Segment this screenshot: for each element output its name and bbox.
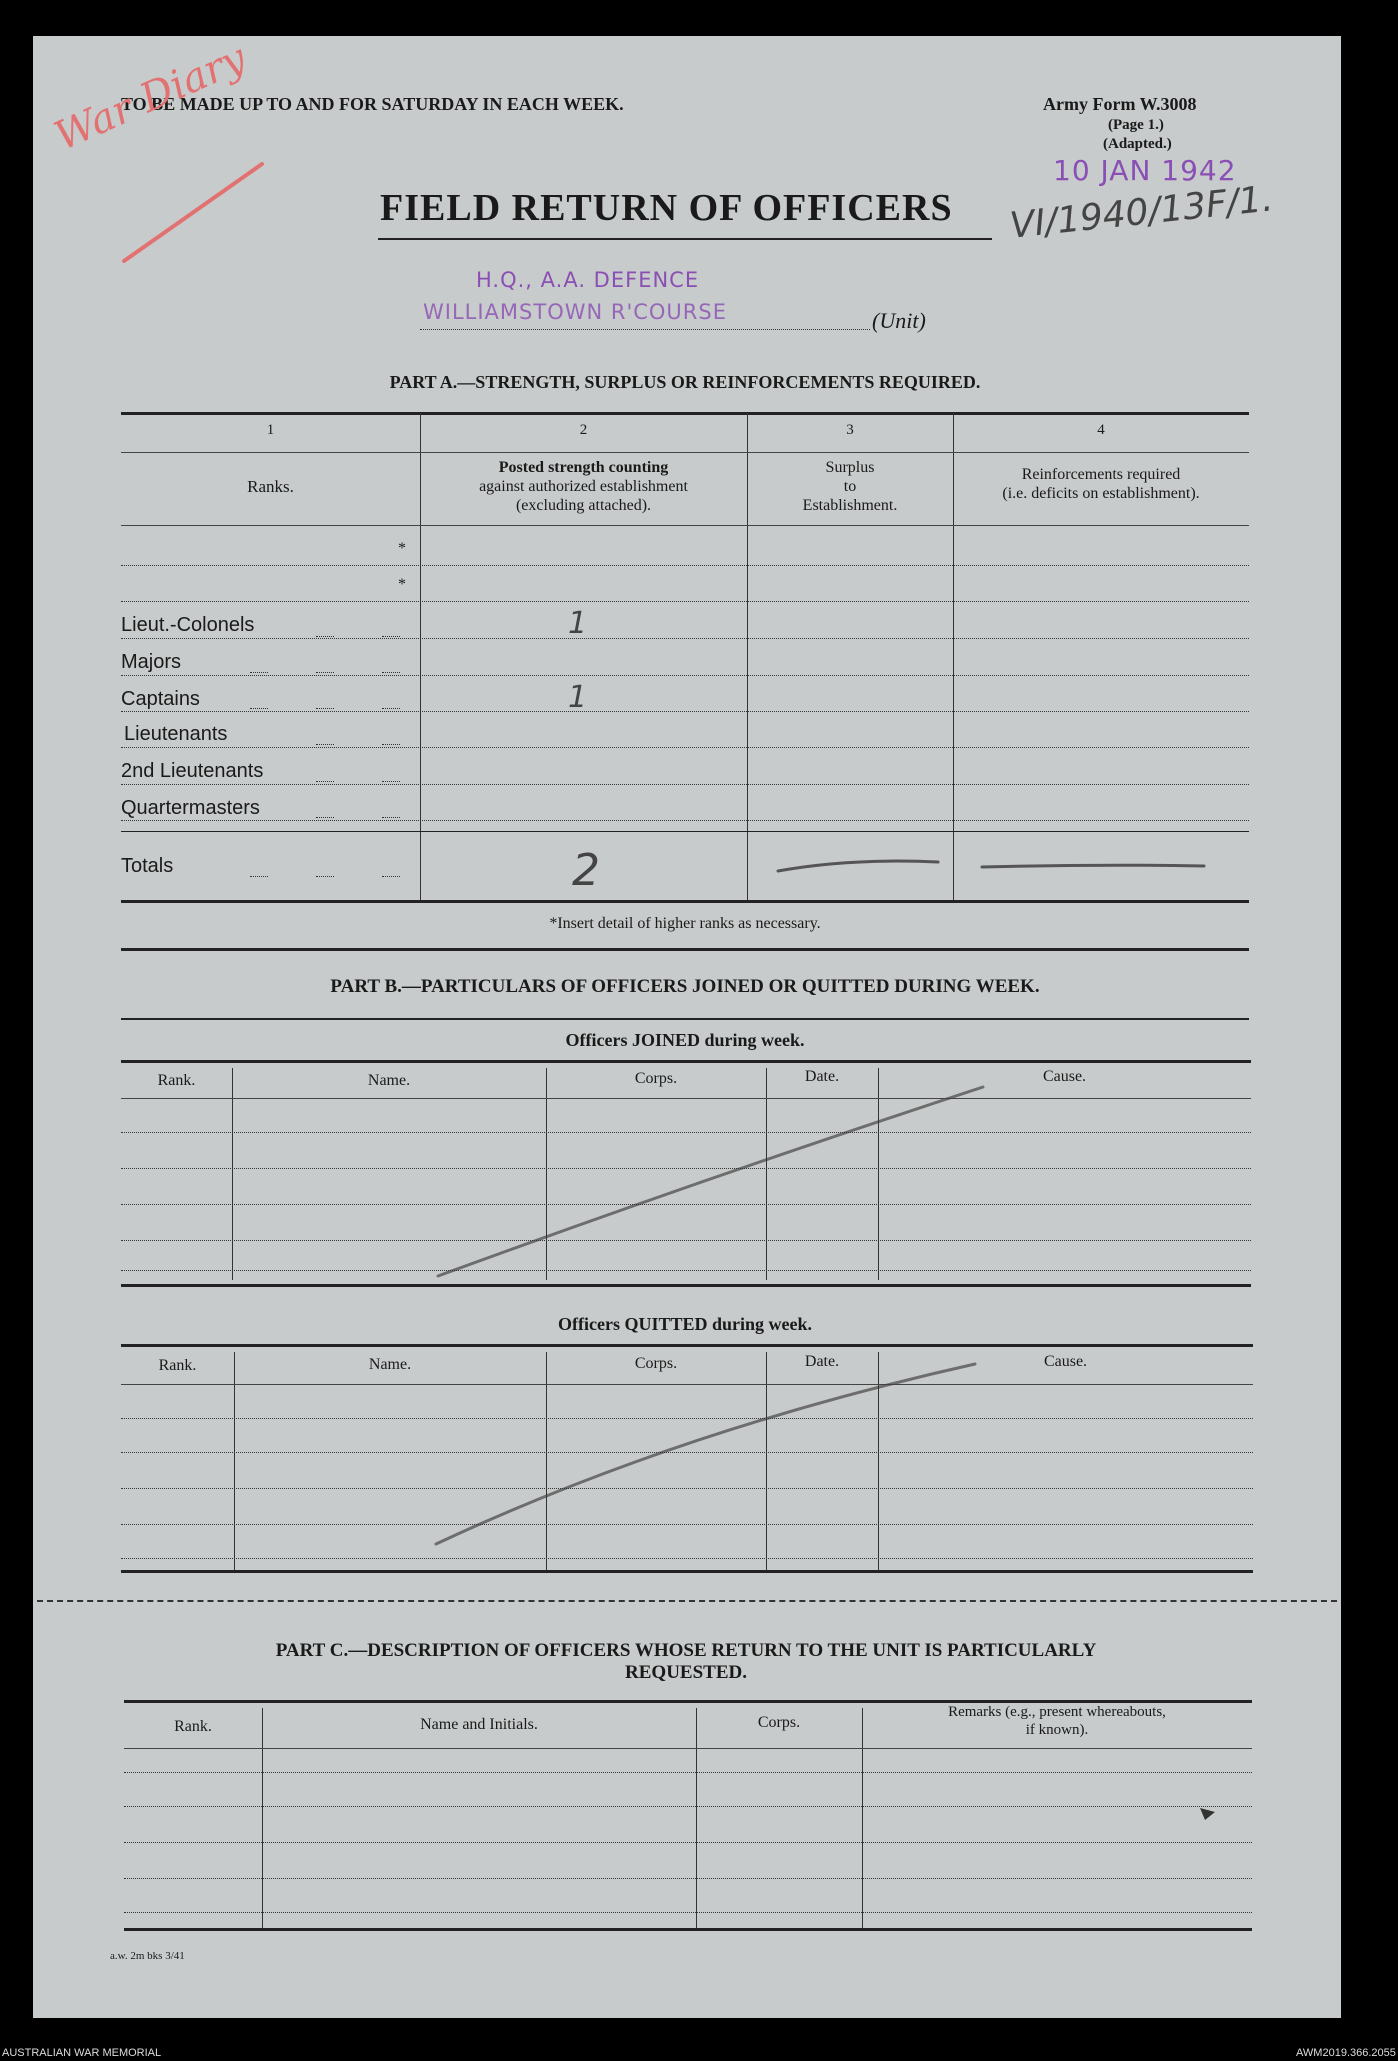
col-number-3: 3 (846, 422, 854, 438)
part-a-footnote: *Insert detail of higher ranks as necessary. (549, 915, 821, 932)
part-a-heading: PART A.—STRENGTH, SURPLUS OR REINFORCEMENTS REQUIRED. (389, 372, 981, 392)
rank-label: Majors (121, 651, 182, 673)
surplus-total-dash (778, 861, 938, 871)
joined-col-name: Name. (367, 1072, 411, 1089)
form-page: (Page 1.) (1108, 117, 1164, 133)
rank-label: Lieut.-Colonels (121, 614, 255, 636)
unit-label: (Unit) (872, 308, 926, 333)
part-c-col-remarks-line1: Remarks (e.g., present whereabouts, (948, 1704, 1166, 1720)
joined-heading: Officers JOINED during week. (565, 1030, 805, 1050)
rank-label: Lieutenants (124, 723, 228, 745)
col-surplus-line3: Establishment. (802, 497, 898, 514)
part-c-col-remarks-line2: if known). (1025, 1722, 1089, 1738)
star-marker: * (398, 576, 406, 593)
rank-label: Captains (121, 688, 200, 710)
totals-label: Totals (121, 855, 174, 877)
form-title: FIELD RETURN OF OFFICERS (380, 187, 953, 229)
part-c-heading-line1: PART C.—DESCRIPTION OF OFFICERS WHOSE RETURN TO THE UNIT IS PARTICULARLY (275, 1640, 1097, 1661)
part-b-heading: PART B.—PARTICULARS OF OFFICERS JOINED OR QUITTED DURING WEEK. (330, 976, 1040, 997)
red-pencil-stroke (124, 164, 262, 261)
footer-right: AWM2019.366.2055 (1296, 2047, 1396, 2059)
col-number-2: 2 (579, 422, 588, 438)
col-reinforcements-line1: Reinforcements required (1021, 466, 1181, 483)
footer-left: AUSTRALIAN WAR MEMORIAL (2, 2047, 162, 2059)
perforation-line (37, 1600, 1337, 1602)
part-c-col-rank: Rank. (174, 1718, 212, 1735)
form-number: Army Form W.3008 (1043, 94, 1197, 114)
reference-number: VI/1940/13F/1. (1008, 178, 1275, 247)
quitted-heading: Officers QUITTED during week. (558, 1314, 812, 1334)
joined-col-rank: Rank. (157, 1072, 196, 1089)
print-code: a.w. 2m bks 3/41 (110, 1950, 185, 1962)
col-posted-line2: against authorized establishment (479, 478, 688, 495)
quitted-col-name: Name. (368, 1356, 412, 1373)
part-c-col-name: Name and Initials. (420, 1716, 538, 1733)
col-surplus-line2: to (843, 478, 857, 495)
star-marker: * (398, 540, 406, 557)
rank-label: 2nd Lieutenants (121, 760, 264, 782)
quitted-col-cause: Cause. (1043, 1353, 1088, 1370)
quitted-col-rank: Rank. (158, 1357, 197, 1374)
unit-stamp-line1: H.Q., A.A. DEFENCE (476, 268, 700, 292)
col-ranks-header: Ranks. (247, 477, 294, 496)
col-posted-line1: Posted strength counting (498, 459, 669, 476)
joined-col-date: Date. (804, 1068, 840, 1085)
col-number-1: 1 (266, 422, 275, 438)
instruction-text: TO BE MADE UP TO AND FOR SATURDAY IN EACH WEEK. (121, 94, 624, 114)
col-posted-line3: (excluding attached). (515, 497, 652, 514)
posted-value: 1 (568, 606, 588, 641)
reinforcement-total-dash (982, 865, 1204, 867)
joined-col-cause: Cause. (1042, 1068, 1087, 1085)
form-adapted: (Adapted.) (1103, 136, 1172, 152)
part-c-col-remarks (862, 1703, 1252, 1739)
col-number-4: 4 (1097, 422, 1105, 438)
quitted-col-date: Date. (804, 1353, 840, 1370)
col-posted-header (420, 458, 747, 515)
part-c-heading (121, 1640, 1251, 1684)
joined-col-corps: Corps. (634, 1070, 678, 1087)
part-c-heading-line2: REQUESTED. (625, 1662, 747, 1683)
quitted-col-corps: Corps. (634, 1355, 678, 1372)
part-c-col-corps: Corps. (757, 1714, 801, 1731)
col-reinforcements-header (953, 465, 1249, 503)
unit-stamp-line2: WILLIAMSTOWN R'COURSE (423, 300, 727, 324)
red-handwritten-note: War Diary (48, 35, 253, 161)
col-reinforcements-line2: (i.e. deficits on establishment). (1002, 485, 1200, 502)
rank-label: Quartermasters (121, 797, 260, 819)
col-surplus-header (747, 458, 953, 515)
date-stamp: 10 JAN 1942 (1053, 154, 1237, 187)
quitted-cancel-stroke (436, 1364, 975, 1544)
ink-mark (1200, 1808, 1215, 1820)
col-surplus-line1: Surplus (825, 459, 875, 476)
totals-posted-value: 2 (572, 845, 600, 896)
joined-cancel-stroke (438, 1087, 983, 1276)
posted-value: 1 (568, 680, 588, 715)
